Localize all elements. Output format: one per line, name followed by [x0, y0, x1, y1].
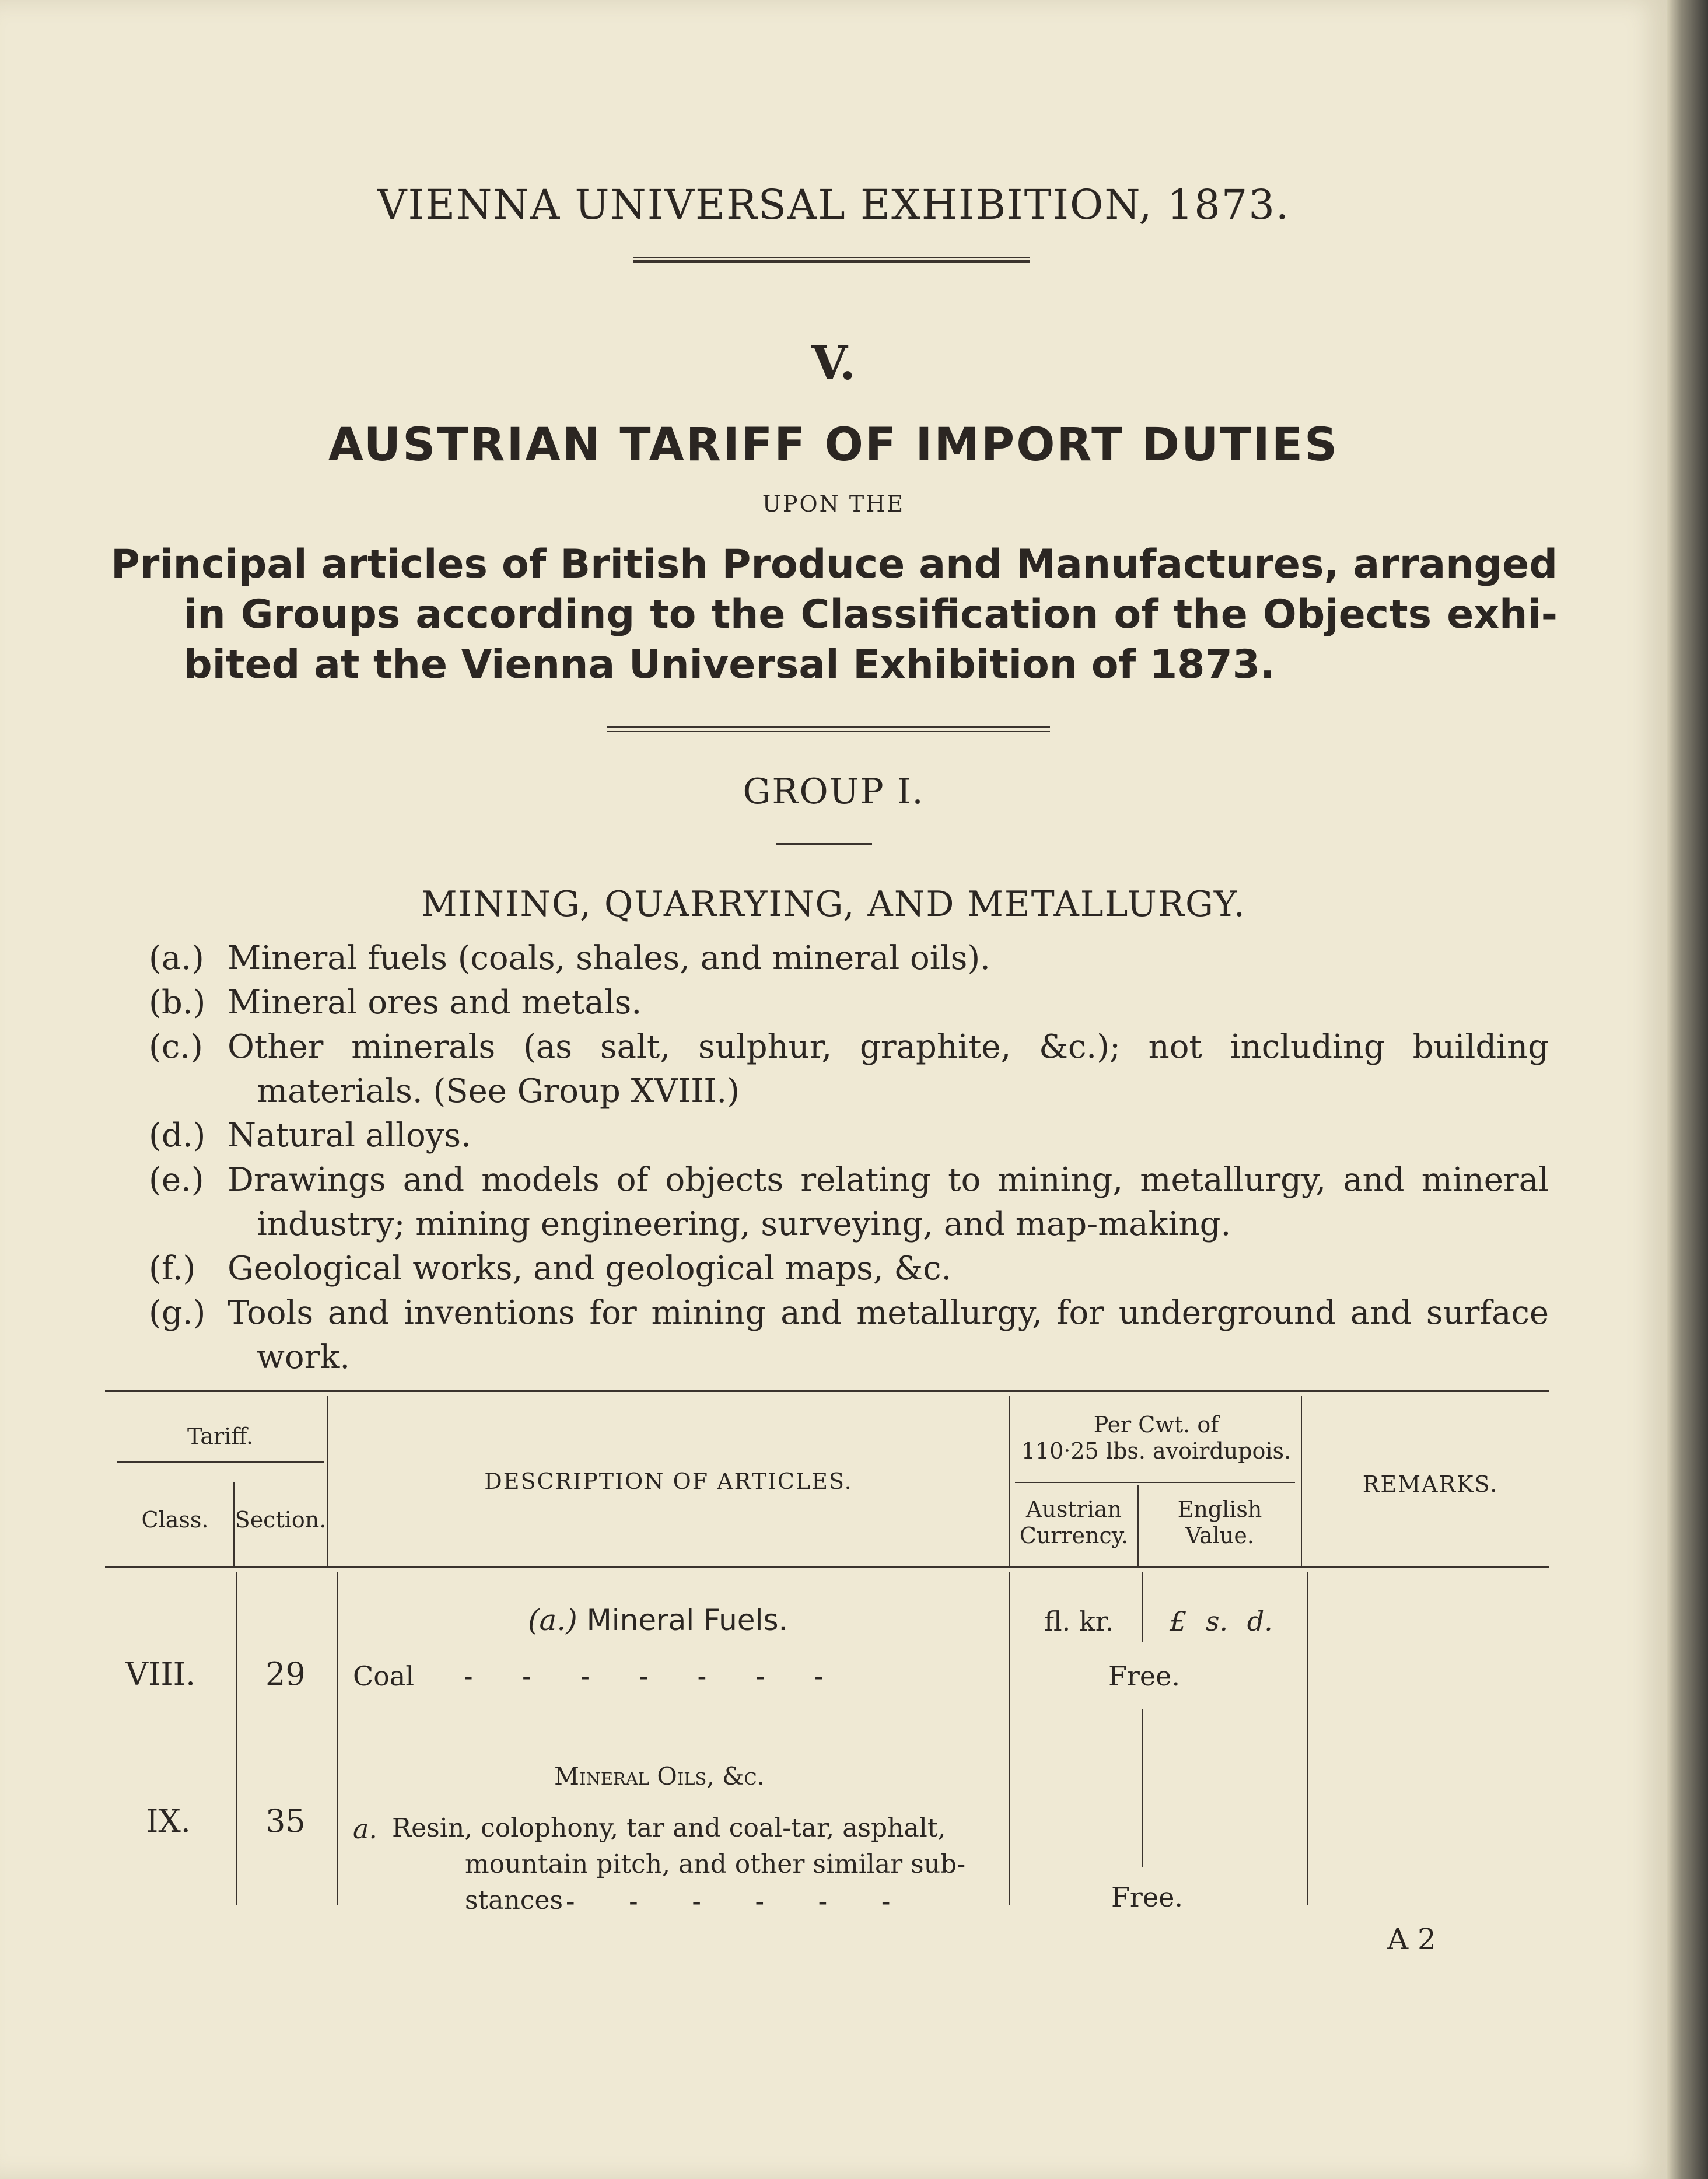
col-rule: [1142, 1572, 1143, 1642]
list-text-continued: work.: [257, 1338, 351, 1376]
subheading-mineral-fuels: [528, 1603, 788, 1637]
list-item: [149, 1114, 1549, 1158]
classification-list: [149, 936, 1549, 1380]
subtitle-line-1: Principal articles of British Produce and Manufactures, arranged: [111, 541, 1558, 587]
row2-section: 35: [265, 1803, 306, 1839]
col-rule: [337, 1572, 338, 1905]
row2-rate: Free.: [1111, 1881, 1183, 1913]
header-per-cwt-2: 110·25 lbs. avoirdupois.: [1021, 1438, 1292, 1464]
list-marker: (c.): [149, 1028, 203, 1066]
list-item: [149, 1247, 1549, 1291]
double-rule: [607, 726, 1050, 732]
header-tariff: Tariff.: [187, 1423, 254, 1449]
list-text: Other minerals (as salt, sulphur, graphite, &c.); not including building: [228, 1028, 1549, 1066]
list-marker: (b.): [149, 984, 206, 1022]
page-number: A 2: [1387, 1922, 1436, 1956]
row2-line-3: stances: [465, 1886, 564, 1915]
table-top-rule: [105, 1390, 1549, 1392]
list-text-continued: materials. (See Group XVIII.): [257, 1072, 740, 1110]
row2-line-2: mountain pitch, and other similar sub-: [465, 1849, 966, 1879]
group-subject: MINING, QUARRYING, AND METALLURGY.: [421, 884, 1246, 925]
header-english-1: English: [1177, 1496, 1262, 1522]
row1-dashes: - - - - - - -: [464, 1660, 824, 1692]
table-header-rule: [105, 1566, 1549, 1568]
col-rule: [236, 1572, 237, 1905]
header-austrian-1: Austrian: [1026, 1496, 1122, 1522]
list-text: Geological works, and geological maps, &c.: [228, 1250, 952, 1288]
per-cwt-rule: [1015, 1482, 1295, 1483]
list-marker: (g.): [149, 1294, 206, 1332]
running-header: VIENNA UNIVERSAL EXHIBITION, 1873.: [377, 181, 1290, 229]
group-title: GROUP I.: [743, 771, 925, 812]
list-item: [149, 936, 1549, 981]
col-rule: [1142, 1709, 1143, 1867]
header-remarks: REMARKS.: [1362, 1471, 1499, 1497]
header-section: Section.: [235, 1507, 327, 1533]
subheading-marker: (a.): [528, 1603, 578, 1637]
subtitle-line-3: bited at the Vienna Universal Exhibition of 1873.: [184, 642, 1275, 688]
list-item: [149, 1158, 1549, 1247]
list-text: Drawings and models of objects relating to mining, metallurgy, and mineral: [228, 1161, 1549, 1199]
subheading-text: Mineral Fuels.: [586, 1603, 788, 1637]
header-per-cwt-1: Per Cwt. of: [1093, 1412, 1219, 1437]
list-text: Mineral fuels (coals, shales, and mineral oils).: [228, 939, 991, 977]
upon-the: UPON THE: [762, 491, 905, 517]
header-english-2: Value.: [1185, 1523, 1254, 1548]
unit-english: £ s. d.: [1170, 1606, 1273, 1637]
row2-letter: a.: [353, 1813, 378, 1845]
page-edge: [1667, 0, 1708, 2179]
subheading-mineral-oils: Mineral Oils, &c.: [554, 1762, 765, 1790]
section-numeral: V.: [811, 335, 856, 390]
subtitle: [111, 540, 1558, 690]
unit-austrian: fl. kr.: [1044, 1606, 1114, 1637]
list-marker: (d.): [149, 1117, 206, 1155]
list-text: Natural alloys.: [228, 1117, 471, 1155]
header-austrian-2: Currency.: [1019, 1523, 1129, 1548]
list-marker: (f.): [149, 1250, 196, 1288]
col-rule: [1009, 1572, 1010, 1905]
header-description: DESCRIPTION OF ARTICLES.: [484, 1468, 853, 1494]
row1-description: Coal: [353, 1660, 415, 1692]
row2-dashes: - - - - - -: [566, 1886, 891, 1917]
list-item: [149, 1291, 1549, 1380]
group-rule: [776, 843, 872, 845]
header-rule: [633, 257, 1030, 263]
list-text: Mineral ores and metals.: [228, 984, 642, 1022]
row1-section: 29: [265, 1656, 306, 1692]
row2-line-1: Resin, colophony, tar and coal-tar, asphalt,: [392, 1813, 946, 1843]
list-marker: (e.): [149, 1161, 204, 1199]
row2-class: IX.: [146, 1803, 191, 1839]
row1-rate: Free.: [1108, 1660, 1180, 1692]
list-item: [149, 1025, 1549, 1114]
row1-class: VIII.: [125, 1656, 196, 1692]
list-text: Tools and inventions for mining and metallurgy, for underground and surface: [228, 1294, 1549, 1332]
page-title: AUSTRIAN TARIFF OF IMPORT DUTIES: [328, 419, 1339, 471]
header-class: Class.: [141, 1507, 209, 1533]
list-item: [149, 981, 1549, 1025]
list-marker: (a.): [149, 939, 204, 977]
subtitle-line-2: in Groups according to the Classification of the Objects exhi-: [184, 592, 1558, 638]
tariff-rule: [117, 1461, 324, 1463]
col-rule: [1307, 1572, 1308, 1905]
list-text-continued: industry; mining engineering, surveying, and map-making.: [257, 1205, 1231, 1243]
